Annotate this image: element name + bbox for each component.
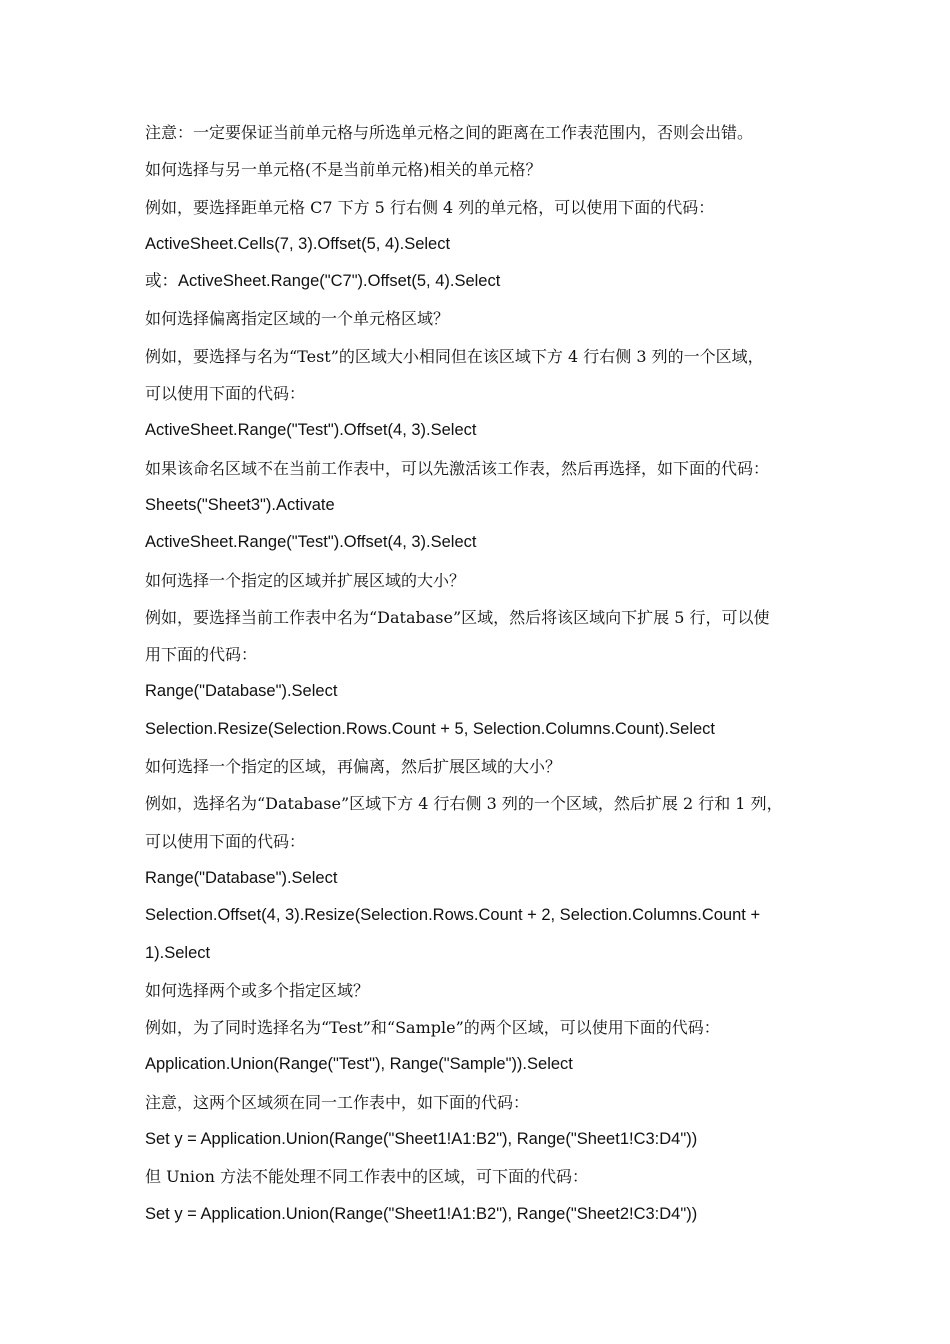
example-text-line: 如果该命名区域不在当前工作表中，可以先激活该工作表，然后再选择，如下面的代码： [145, 458, 770, 478]
code-line: ActiveSheet.Cells(7, 3).Offset(5, 4).Select [145, 234, 451, 253]
code-line: Application.Union(Range("Test"), Range("Sample")).Select [145, 1055, 573, 1074]
code-line: Range("Database").Select [145, 682, 338, 701]
code-line: Sheets("Sheet3").Activate [145, 495, 335, 514]
example-text-line: 可以使用下面的代码： [145, 831, 306, 851]
note-text-line: 注意：一定要保证当前单元格与所选单元格之间的距离在工作表范围内，否则会出错。 [145, 123, 754, 142]
code-line: Selection.Resize(Selection.Rows.Count + 5, Selection.Columns.Count).Select [145, 719, 715, 738]
code-line: 1).Select [145, 943, 211, 962]
note-text-line: 但 Union 方法不能处理不同工作表中的区域，可下面的代码： [145, 1167, 589, 1187]
code-line: ActiveSheet.Range("Test").Offset(4, 3).Select [145, 533, 477, 552]
code-line: Range("Database").Select [145, 868, 338, 887]
example-text-line: 用下面的代码： [145, 645, 258, 665]
example-text-line: 可以使用下面的代码： [145, 384, 306, 404]
question-heading: 如何选择一个指定的区域，再偏离，然后扩展区域的大小？ [145, 757, 562, 777]
question-heading: 如何选择偏离指定区域的一个单元格区域？ [145, 309, 450, 329]
code-line: Selection.Offset(4, 3).Resize(Selection.Rows.Count + 2, Selection.Columns.Count + [145, 906, 761, 925]
question-heading: 如何选择与另一单元格(不是当前单元格)相关的单元格？ [145, 160, 542, 180]
note-text-line: 注意，这两个区域须在同一工作表中，如下面的代码： [145, 1092, 530, 1112]
document-body [145, 114, 815, 1233]
code-line: Set y = Application.Union(Range("Sheet1!A1:B2"), Range("Sheet1!C3:D4")) [145, 1130, 698, 1149]
example-text-line: 例如，要选择与名为“Test”的区域大小相同但在该区域下方 4 行右侧 3 列的一个区域， [145, 346, 764, 366]
example-text-line: 例如，为了同时选择名为“Test”和“Sample”的两个区域，可以使用下面的代码： [145, 1018, 720, 1038]
code-line: Set y = Application.Union(Range("Sheet1!A1:B2"), Range("Sheet2!C3:D4")) [145, 1204, 698, 1223]
example-text-line: 例如，要选择距单元格 C7 下方 5 行右侧 4 列的单元格，可以使用下面的代码： [145, 197, 715, 217]
question-heading: 如何选择一个指定的区域并扩展区域的大小？ [145, 570, 466, 590]
code-line: ActiveSheet.Range("Test").Offset(4, 3).Select [145, 421, 477, 440]
example-text-line: 例如，选择名为“Database”区域下方 4 行右侧 3 列的一个区域，然后扩展 2 行和 1 列， [145, 794, 783, 814]
example-text-line: 例如，要选择当前工作表中名为“Database”区域，然后将该区域向下扩展 5 行，可以使 [145, 607, 770, 627]
code-line: 或：ActiveSheet.Range("C7").Offset(5, 4).Select [145, 272, 501, 291]
question-heading: 如何选择两个或多个指定区域？ [145, 980, 370, 1000]
